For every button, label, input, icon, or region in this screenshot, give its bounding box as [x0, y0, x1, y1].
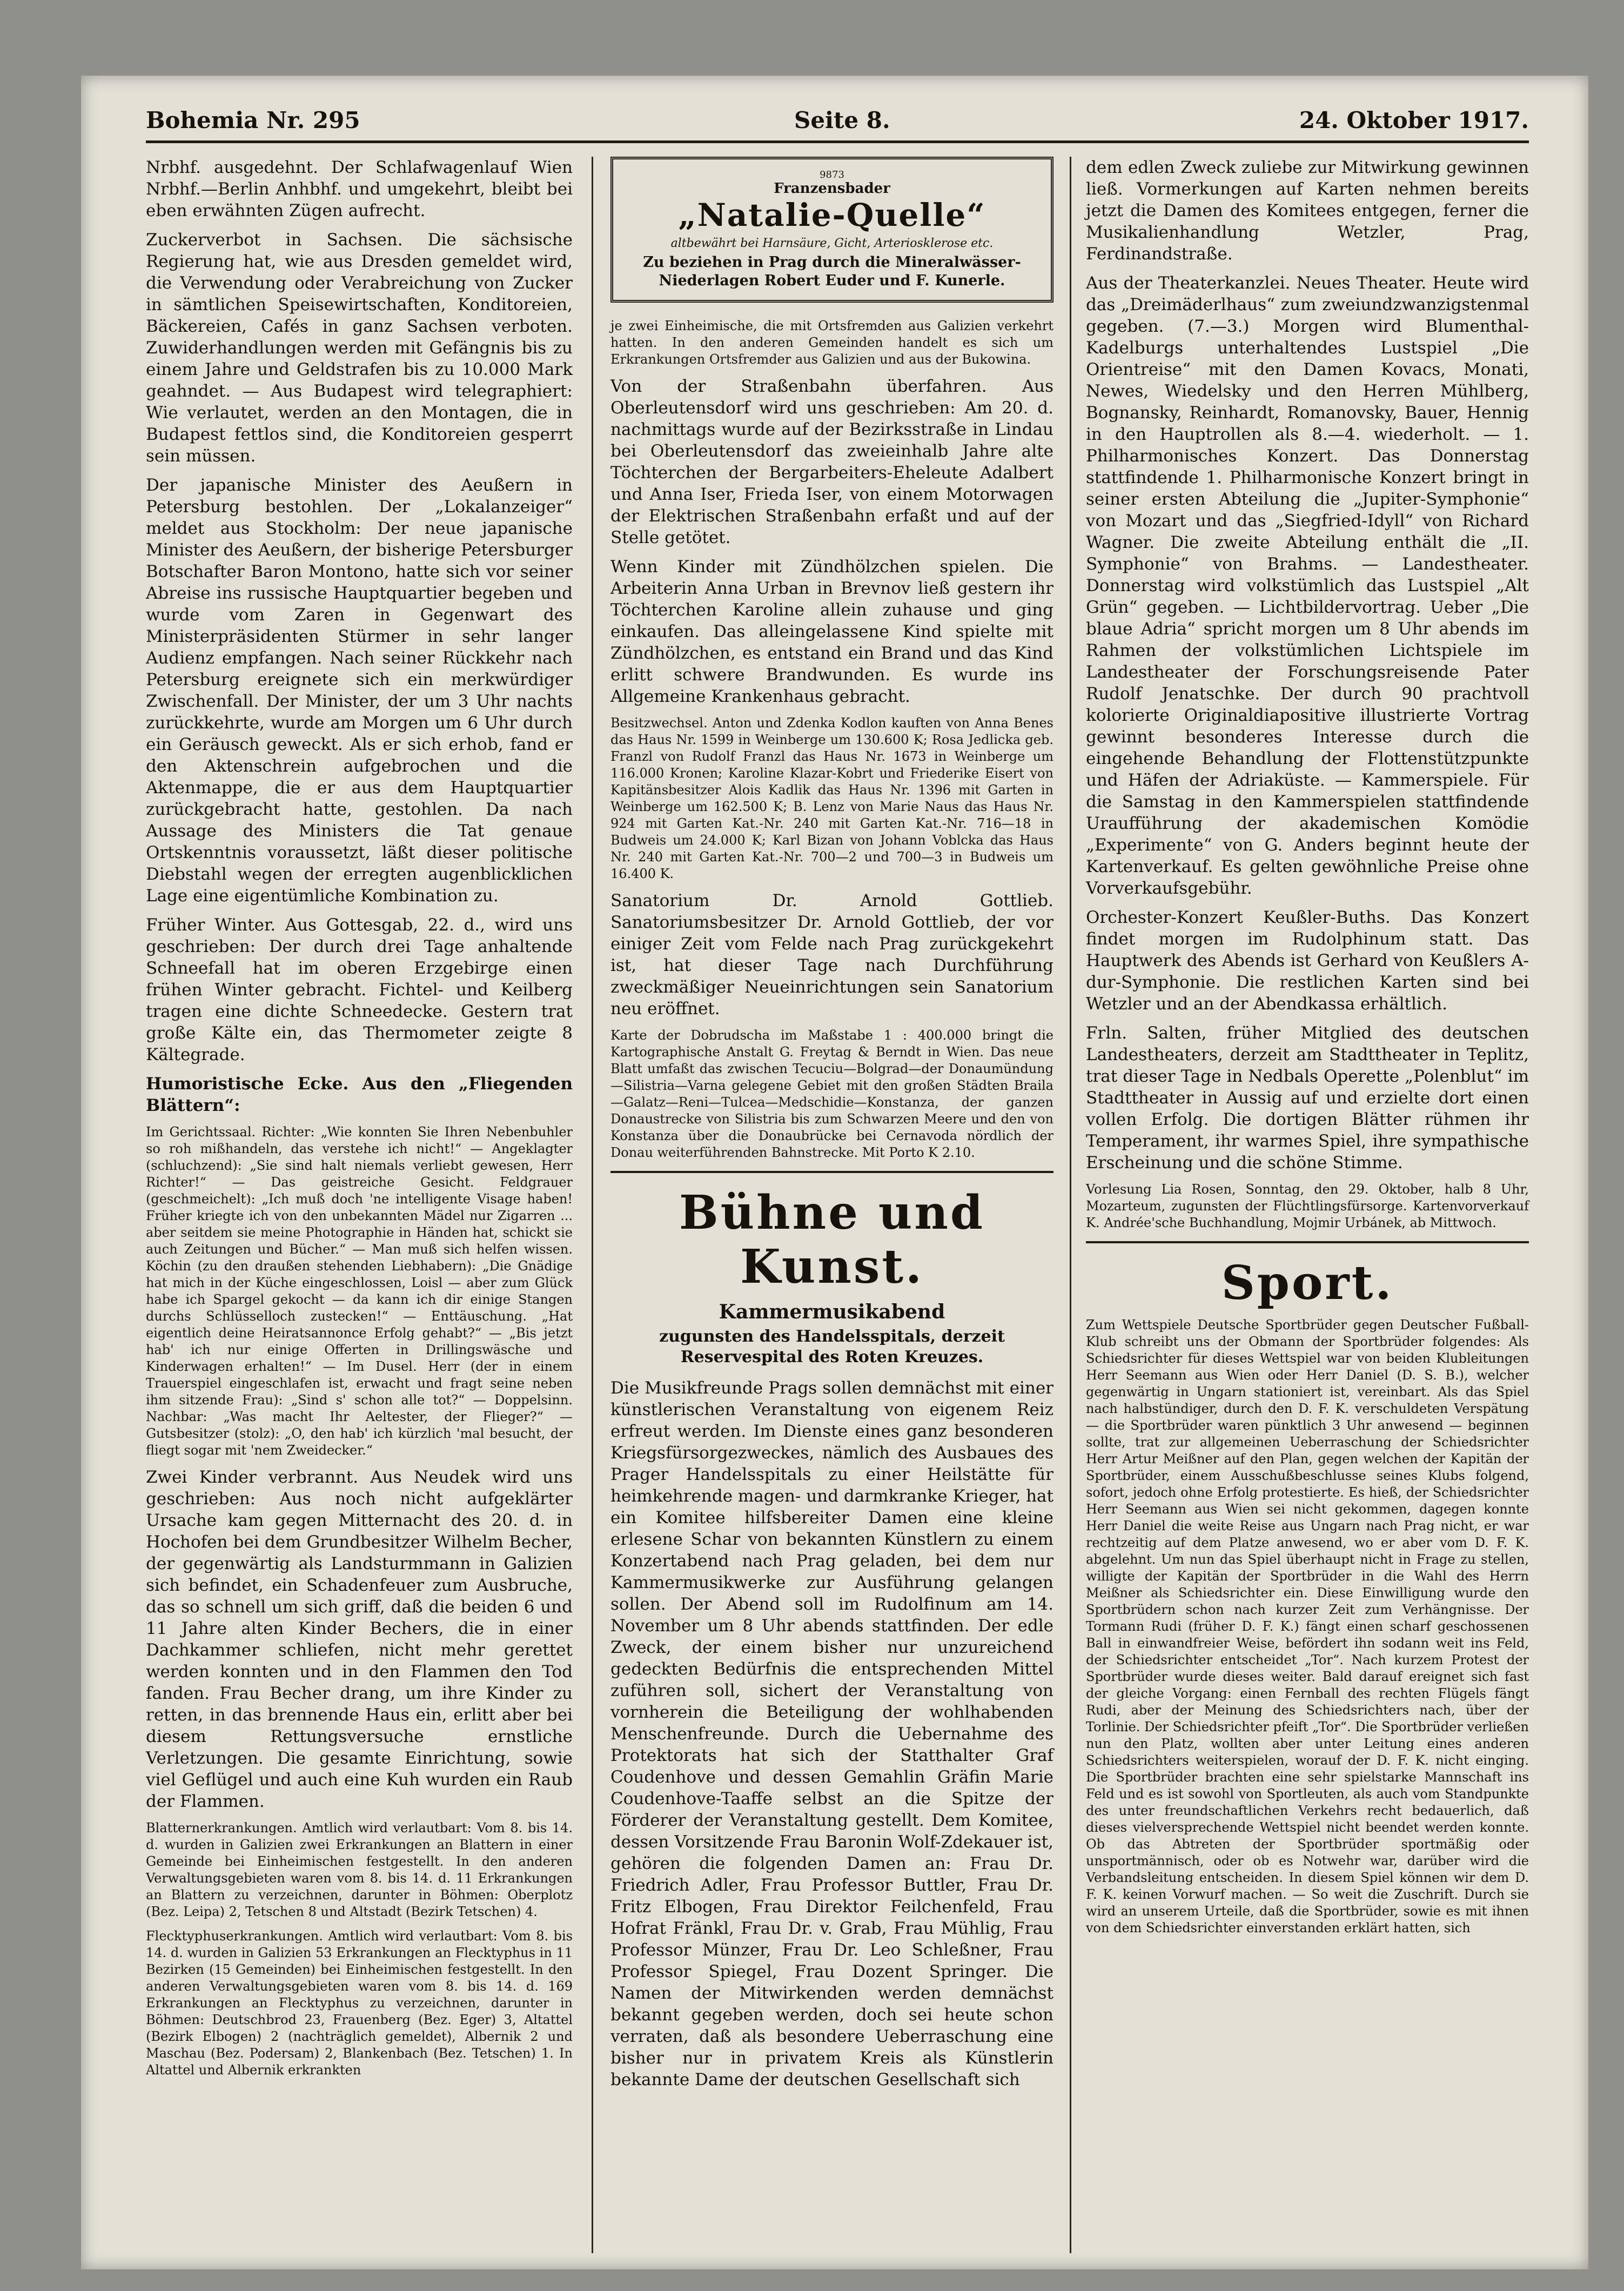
article-humor-heading: Humoristische Ecke. Aus den „Fliegenden Blättern“: — [146, 1074, 573, 1115]
ad-number: 9873 — [820, 169, 844, 180]
article-zuckerverbot: Zuckerverbot in Sachsen. Die sächsische Regierung hat, wie aus Dresden gemeldet wird, die Verwendung oder Verabreichung von Zucker in sämtlichen Speisewirtschaften, Konditoreien, Bäckereien, Cafés in ganz Sachsen verboten. Zuwiderhandlungen werden mit Gefängnis bis zu einem Jahre und Geldstrafen bis zu 10.000 Mark geahndet. — Aus Budapest wird telegraphiert: Wie verlautet, werden an den Montagen, die in Budapest fettlos sind, die Konditoreien gesperrt sein müssen. — [146, 230, 573, 466]
article-karte-dobrudscha: Karte der Dobrudscha im Maßstabe 1 : 400.000 bringt die Kartographische Anstalt G. Freytag & Berndt in Wien. Das neue Blatt umfaßt das zwischen Tecuciu—Bolgrad—der Donaumündung—Silistria—Varna gelegene Gebiet mit den großen Städten Braila—Galatz—Reni—Tulcea—Medschidie—Konstanza, der ganzen Donaustrecke von Silistria bis zum Schwarzen Meere und den von Konstanza über die Donaubrücke bei Cernavoda nördlich der Donau weiterführenden Bahnstrecke. Mit Porto K 2.10. — [610, 1028, 1053, 1160]
article-humor-body: Im Gerichtssaal. Richter: „Wie konnten Sie Ihren Nebenbuhler so roh mißhandeln, das verstehe ich nicht!“ — Angeklagter (schluchzend): „Sie sind halt niemals verliebt gewesen, Herr Richter!“ — Das geistreiche Gesicht. Feldgrauer (geschmeichelt): „Ich muß doch 'ne intelligente Visage haben! Früher kriegte ich von den unbekannten Mädel nur Zigarren ... aber seitdem sie meine Photographie in Händen hat, schickt sie auch Zeitungen und Bücher.“ — Man muß sich helfen wissen. Köchin (zu den draußen stehenden Liebhabern): „Die Gnädige hat mich in der Küche eingeschlossen, Loisl — aber zum Glück habe ich Spargel gekocht — da kann ich dir einige Stangen durchs Schlüsselloch zustecken!“ — Enttäuschung. „Hat eigentlich deine Heiratsannonce Erfolg gehabt?“ — „Bis jetzt hab' ich nur einige Offerten in Drillingswäsche und Kinderwagen erhalten!“ — Im Dusel. Herr (der in einem Trauerspiel eingeschlafen ist, erwacht und fragt seine neben ihm sitzende Frau): „Sind s' schon alle tot?“ — Doppelsinn. Nachbar: „Was macht Ihr Aeltester, der Flieger?“ — Gutsbesitzer (stolz): „O, den hab' ich kürzlich 'mal besucht, der fliegt sogar mit 'nem Zweidecker.“ — [146, 1124, 573, 1458]
article-besitzwechsel: Besitzwechsel. Anton und Zdenka Kodlon kauften von Anna Benes das Haus Nr. 1599 in Weinberge um 130.600 K; Rosa Jedlicka geb. Franzl von Rudolf Franzl das Haus Nr. 1673 in Weinberge um 116.000 Kronen; Karoline Klazar-Kobrt und Friederike Eisert von Kapitänsbesitzer Alois Kadlik das Haus Nr. 1396 mit Garten in Weinberge um 162.500 K; B. Lenz von Marie Naus das Haus Nr. 924 mit Garten Kat.-Nr. 240 mit Garten Kat.-Nr. 716—18 in Budweis um 24.000 K; Karl Bizan von Johann Voblcka das Haus Nr. 240 mit Garten Kat.-Nr. 700—2 und 700—3 in Budweis um 16.400 K. — [610, 715, 1053, 881]
article-zwei-kinder: Zwei Kinder verbrannt. Aus Neudek wird uns geschrieben: Aus noch nicht aufgeklärter Ursache kam gegen Mitternacht des 20. d. in Hochofen bei dem Grundbesitzer Wilhelm Becher, der gegenwärtig als Landsturmmann in Galizien sich befindet, ein Schadenfeuer zum Ausbruche, das so schnell um sich griff, daß die beiden 6 und 11 Jahre alten Kinder Bechers, die in einer Dachkammer schliefen, nicht mehr gerettet werden konnten und in den Flammen den Tod fanden. Frau Becher drang, um ihre Kinder zu retten, in das brennende Haus ein, erlitt aber bei diesem Rettungsversuche ernstliche Verletzungen. Die gesamte Einrichtung, sowie viel Geflügel und auch eine Kuh wurden ein Raub der Flammen. — [146, 1468, 573, 1811]
masthead-issue: Bohemia Nr. 295 — [146, 107, 360, 133]
article-paragraph: Nrbhf. ausgedehnt. Der Schlafwagenlauf Wien Nrbhf.—Berlin Anhbhf. und umgekehrt, bleibt bei eben erwähnten Zügen aufrecht. — [146, 158, 573, 220]
section-divider — [1086, 1241, 1529, 1243]
column-3 — [1086, 157, 1529, 1944]
section-title-sport: Sport. — [1221, 1256, 1394, 1310]
article-japanese-minister: Der japanische Minister des Aeußern in Petersburg bestohlen. Der „Lokalanzeiger“ meldet aus Stockholm: Der neue japanische Minister des Aeußern, der bisherige Petersburger Botschafter Baron Montono, hatte sich vor seiner Abreise ins russische Hauptquartier begeben und wurde vom Zaren in Gegenwart des Ministerpräsidenten Stürmer in sehr langer Audienz empfangen. Nach seiner Rückkehr nach Petersburg ereignete sich ein merkwürdiger Zwischenfall. Der Minister, der um 3 Uhr nachts zurückkehrte, wurde am Morgen um 6 Uhr durch ein Geräusch geweckt. Als er sich erhob, fand er den Aktenschrein aufgebrochen und die Aktenmappe, die er aus dem Hauptquartier zurückgebracht hatte, gestohlen. Da nach Aussage des Ministers die Tat genaue Ortskenntnis voraussetzt, läßt dieser politische Diebstahl wegen der erregten augenblicklichen Lage eine eigentümliche Kombination zu. — [146, 475, 573, 906]
kammermusikabend-body: Die Musikfreunde Prags sollen demnächst mit einer künstlerischen Veranstaltung von eigenem Reiz erfreut werden. Im Dienste eines ganz besonderen Kriegsfürsorgezweckes, nämlich des Ausbaues des Prager Handelsspitals zu einer Heilstätte für heimkehrende magen- und darmkranke Krieger, hat ein Komitee hilfsbereiter Damen eine kleine erlesene Schar von bekannten Künstlern zu einem Konzertabend nach Prag geladen, bei dem nur Kammermusikwerke zur Ausführung gelangen sollen. Der Abend soll im Rudolfinum am 14. November um 8 Uhr abends stattfinden. Der edle Zweck, der einem bisher nur unzureichend gedeckten Bedürfnis die entsprechenden Mittel zuführen soll, sichert der Veranstaltung von vornherein die Beteiligung der wohlhabenden Menschenfreunde. Durch die Uebernahme des Protektorats hat sich der Statthalter Graf Coudenhove und dessen Gemahlin Gräfin Marie Coudenhove-Taaffe selbst an die Spitze der Förderer der Veranstaltung gestellt. Dem Komitee, dessen Vorsitzende Frau Baronin Wolf-Zdekauer ist, gehören die folgenden Damen an: Frau Dr. Friedrich Adler, Frau Professor Buttler, Frau Dr. Fritz Elbogen, Frau Direktor Feilchenfeld, Frau Hofrat Fränkl, Frau Dr. v. Grab, Frau Mühlig, Frau Professor Münzer, Frau Dr. Leo Schleßner, Frau Professor Spiegel, Frau Dozent Springer. Die Namen der Mitwirkenden werden demnächst bekannt gegeben werden, doch sei heute schon verraten, daß als besondere Ueberraschung eine bisher nur in privatem Kreis als Künstlerin bekannte Dame der deutschen Gesellschaft sich — [610, 1378, 1053, 2089]
newspaper-page — [81, 76, 1588, 2269]
article-frln-salten: Frln. Salten, früher Mitglied des deutschen Landestheaters, derzeit am Stadttheater in Teplitz, trat dieser Tage in Nedbals Operette „Polenblut“ im Stadttheater in Aussig auf und erzielte dort einen vollen Erfolg. Die dortigen Blätter rühmen ihr Temperament, ihr warmes Spiel, ihre sympathische Erscheinung und die schöne Stimme. — [1086, 1023, 1529, 1173]
masthead-date: 24. Oktober 1917. — [1299, 107, 1529, 133]
advertisement-natalie-quelle — [610, 157, 1053, 303]
article-paragraph: je zwei Einheimische, die mit Ortsfremden aus Galizien verkehrt hatten. In den anderen Gemeinden handelt es sich um Erkrankungen Ortsfremder aus Galizien und aus der Bukowina. — [610, 318, 1053, 367]
section-title-buehne: Bühne und Kunst. — [679, 1185, 985, 1294]
article-orchester-konzert: Orchester-Konzert Keußler-Buths. Das Konzert findet morgen im Rudolphinum statt. Das Hauptwerk des Abends ist Gerhard von Keußlers A-dur-Symphonie. Die restlichen Karten sind bei Wetzler und an der Abendkassa erhältlich. — [1086, 908, 1529, 1014]
kammermusikabend-title: Kammermusikabend — [719, 1301, 945, 1323]
section-divider — [610, 1171, 1053, 1173]
article-blattern: Blatternerkrankungen. Amtlich wird verlautbart: Vom 8. bis 14. d. wurden in Galizien zwei Erkrankungen an Blattern in einer Gemeinde bei Einheimischen festgestellt. In den anderen Verwaltungsgebieten waren vom 8. bis 14. d. 11 Erkrankungen an Blattern zu verzeichnen, darunter in Böhmen: Oberplotz (Bez. Leipa) 2, Tetschen 8 und Altstadt (Bezirk Tetschen) 4. — [146, 1820, 573, 1919]
masthead-page-number: Seite 8. — [794, 107, 890, 133]
kammermusikabend-subtitle: zugunsten des Handelsspitals, derzeit Reservespital des Roten Kreuzes. — [659, 1327, 1005, 1366]
article-paragraph: dem edlen Zweck zuliebe zur Mitwirkung gewinnen ließ. Vormerkungen auf Karten nehmen bereits jetzt die Damen des Komitees entgegen, ferner die Musikalienhandlung Wetzler, Prag, Ferdinandstraße. — [1086, 158, 1529, 264]
ad-product-name: „Natalie-Quelle“ — [678, 197, 986, 233]
ad-subtitle: altbewährt bei Harnsäure, Gicht, Arteriosklerose etc. — [670, 237, 994, 250]
ad-brand: Franzensbader — [774, 180, 890, 197]
article-sport-body: Zum Wettspiele Deutsche Sportbrüder gegen Deutscher Fußball-Klub schreibt uns der Obmann der Sportbrüder folgendes: Als Schiedsrichter für dieses Wettspiel war von beiden Klubleitungen Herr Seemann aus Wien oder Herr Daniel (D. S. B.), welcher gegenwärtig in Ungarn stationiert ist, vereinbart. Als das Spiel nach halbstündiger, durch den D. F. K. verschuldeten Verspätung — die Sportbrüder waren pünktlich 3 Uhr anwesend — beginnen sollte, trat zur allgemeinen Ueberraschung der Schiedsrichter Herr Artur Meißner auf den Plan, gegen welchen der Kapitän der Sportbrüder, einem Ausschußbeschlusse seines Klubs folgend, sofort, jedoch ohne Erfolg protestierte. Es hieß, der Schiedsrichter Herr Seemann aus Wien sei nicht gekommen, dagegen konnte Herr Daniel die weite Reise aus Ungarn nach Prag nicht, er war rechtzeitig auf dem Platze anwesend, wo er aber vom D. F. K. abgelehnt. Um nun das Spiel überhaupt nicht in Frage zu stellen, willigte der Kapitän der Sportbrüder in die Wahl des Herrn Meißner als Schiedsrichter ein. Diese Einwilligung wurde den Sportbrüdern schon nach kurzer Zeit zum Verhängnisse. Der Tormann Rudi (früher D. F. K.) fängt einen scharf geschossenen Ball in einwandfreier Weise, befördert ihn sodann weit ins Feld, der Schiedsrichter entscheidet „Tor“. Nach kurzem Protest der Sportbrüder wurde dieses weiter. Bald darauf ereignet sich fast der gleiche Vorgang: einen Fernball des rechten Flügels fängt Rudi, aber der Meinung des Schiedsrichters nach, über der Torlinie. Der Schiedsrichter pfeift „Tor“. Die Sportbrüder verließen nun den Platz, wollten aber unter Leitung eines anderen Schiedsrichters weiterspielen, worauf der D. F. K. nicht einging. Die Sportbrüder brachten eine sehr spielstarke Mannschaft ins Feld und es ist sowohl von Sportleuten, als auch vom Standpunkte des unter freundschaftlichen Verkehrs recht bedauerlich, daß dieses vielversprechende Wettspiel nicht beendet werden konnte. Ob das Abtreten der Sportbrüder sportmäßig oder unsportmännisch, oder ob es Notwehr war, darüber wird die Verbandsleitung entscheiden. In diesem Spiel können wir dem D. F. K. keinen Vorwurf machen. — So weit die Zuschrift. Durch sie wird an unserem Urteile, daß die Sportbrüder, sowie es mit ihnen von dem Schiedsrichter einverstanden erklärt hatten, sich — [1086, 1317, 1529, 1935]
column-rule — [1070, 157, 1071, 2253]
masthead — [146, 103, 1529, 143]
article-theaterkanzlei: Aus der Theaterkanzlei. Neues Theater. Heute wird das „Dreimäderlhaus“ zum zweiundzwanzigstenmal gegeben. (7.—3.) Morgen wird Blumenthal-Kadelburgs unterhaltendes Lustspiel „Die Orientreise“ mit den Damen Kovacs, Monati, Newes, Wiedelsky und den Herren Mühlberg, Bognansky, Reinhardt, Romanovsky, Bauer, Hennig in den Hauptrollen als 8.—4. wiederholt. — 1. Philharmonisches Konzert. Das Donnerstag stattfindende 1. Philharmonische Konzert bringt in seiner ersten Abteilung die „Jupiter-Symphonie“ von Mozart und das „Siegfried-Idyll“ von Richard Wagner. Die zweite Abteilung enthält die „II. Symphonie“ von Brahms. — Landestheater. Donnerstag wird volkstümlich das Lustspiel „Alt Grün“ gegeben. — Lichtbildervortrag. Ueber „Die blaue Adria“ spricht morgen um 8 Uhr abends im Rahmen der volkstümlichen Lichtspiele im Landestheater der Forschungsreisende Pater Rudolf Jenatschke. Der durch 90 prachtvoll kolorierte Originaldiapositive illustrierte Vortrag gewinnt besonderes Interesse durch die eingehende Behandlung der Flottenstützpunkte und Häfen der Adriaküste. — Kammerspiele. Für die Samstag in den Kammerspielen stattfindende Uraufführung der akademischen Komödie „Experimente“ von G. Anders beginnt heute der Kartenverkauf. Es gelten gewöhnliche Preise ohne Vorverkaufsgebühr. — [1086, 273, 1529, 898]
article-flecktyphus: Flecktyphuserkrankungen. Amtlich wird verlautbart: Vom 8. bis 14. d. wurden in Galizien 53 Erkrankungen an Flecktyphus in 11 Bezirken (15 Gemeinden) bei Einheimischen festgestellt. In den anderen Verwaltungsgebieten waren vom 8. bis 14. d. 169 Erkrankungen an Flecktyphus zu verzeichnen, darunter in Böhmen: Deutschbrod 23, Frauenberg (Bez. Eger) 3, Altattel (Bezirk Elbogen) 2 (nachträglich gemeldet), Albernik 2 und Maschau (Bez. Podersam) 2, Blankenbach (Bez. Tetschen) 1. In Altattel und Albernik erkrankten — [146, 1928, 573, 2078]
column-rule — [592, 157, 593, 2253]
article-zuendhoelzchen: Wenn Kinder mit Zündhölzchen spielen. Die Arbeiterin Anna Urban in Brevnov ließ gestern ihr Töchterchen Karoline allein zuhause und ging einkaufen. Das alleingelassene Kind spielte mit Zündhölzchen, es entstand ein Brand und das Kind erlitt schwere Brandwunden. Es wurde ins Allgemeine Krankenhaus gebracht. — [610, 557, 1053, 706]
ad-text: Zu beziehen in Prag durch die Mineralwässer-Niederlagen Robert Euder und F. Kunerle. — [643, 254, 1021, 289]
column-2 — [610, 157, 1053, 2098]
article-strassenbahn: Von der Straßenbahn überfahren. Aus Oberleutensdorf wird uns geschrieben: Am 20. d. nachmittags wurde auf der Bezirksstraße in Lindau bei Oberleutensdorf das zweieinhalb Jahre alte Töchterchen der Bergarbeiters-Eheleute Adalbert und Anna Iser, Frieda Iser, von einem Motorwagen der Elektrischen Straßenbahn erfaßt und auf der Stelle getötet. — [610, 377, 1053, 547]
article-vorlesung: Vorlesung Lia Rosen, Sonntag, den 29. Oktober, halb 8 Uhr, Mozarteum, zugunsten der Flüchtlingsfürsorge. Kartenvorverkauf K. Andrée'sche Buchhandlung, Mojmir Urbánek, ab Mittwoch. — [1086, 1182, 1529, 1230]
article-sanatorium: Sanatorium Dr. Arnold Gottlieb. Sanatoriumsbesitzer Dr. Arnold Gottlieb, der vor einiger Zeit vom Felde nach Prag zurückgekehrt ist, hat dieser Tage nach Durchführung zweckmäßiger Neueinrichtungen sein Sanatorium neu eröffnet. — [610, 891, 1053, 1019]
article-frueher-winter: Früher Winter. Aus Gottesgab, 22. d., wird uns geschrieben: Der durch drei Tage anhaltende Schneefall hat im oberen Erzgebirge einen frühen Winter gebracht. Fichtel- und Keilberg tragen eine dichte Schneedecke. Gestern trat große Kälte ein, das Thermometer zeigte 8 Kältegrade. — [146, 915, 573, 1064]
column-1 — [146, 157, 573, 2086]
